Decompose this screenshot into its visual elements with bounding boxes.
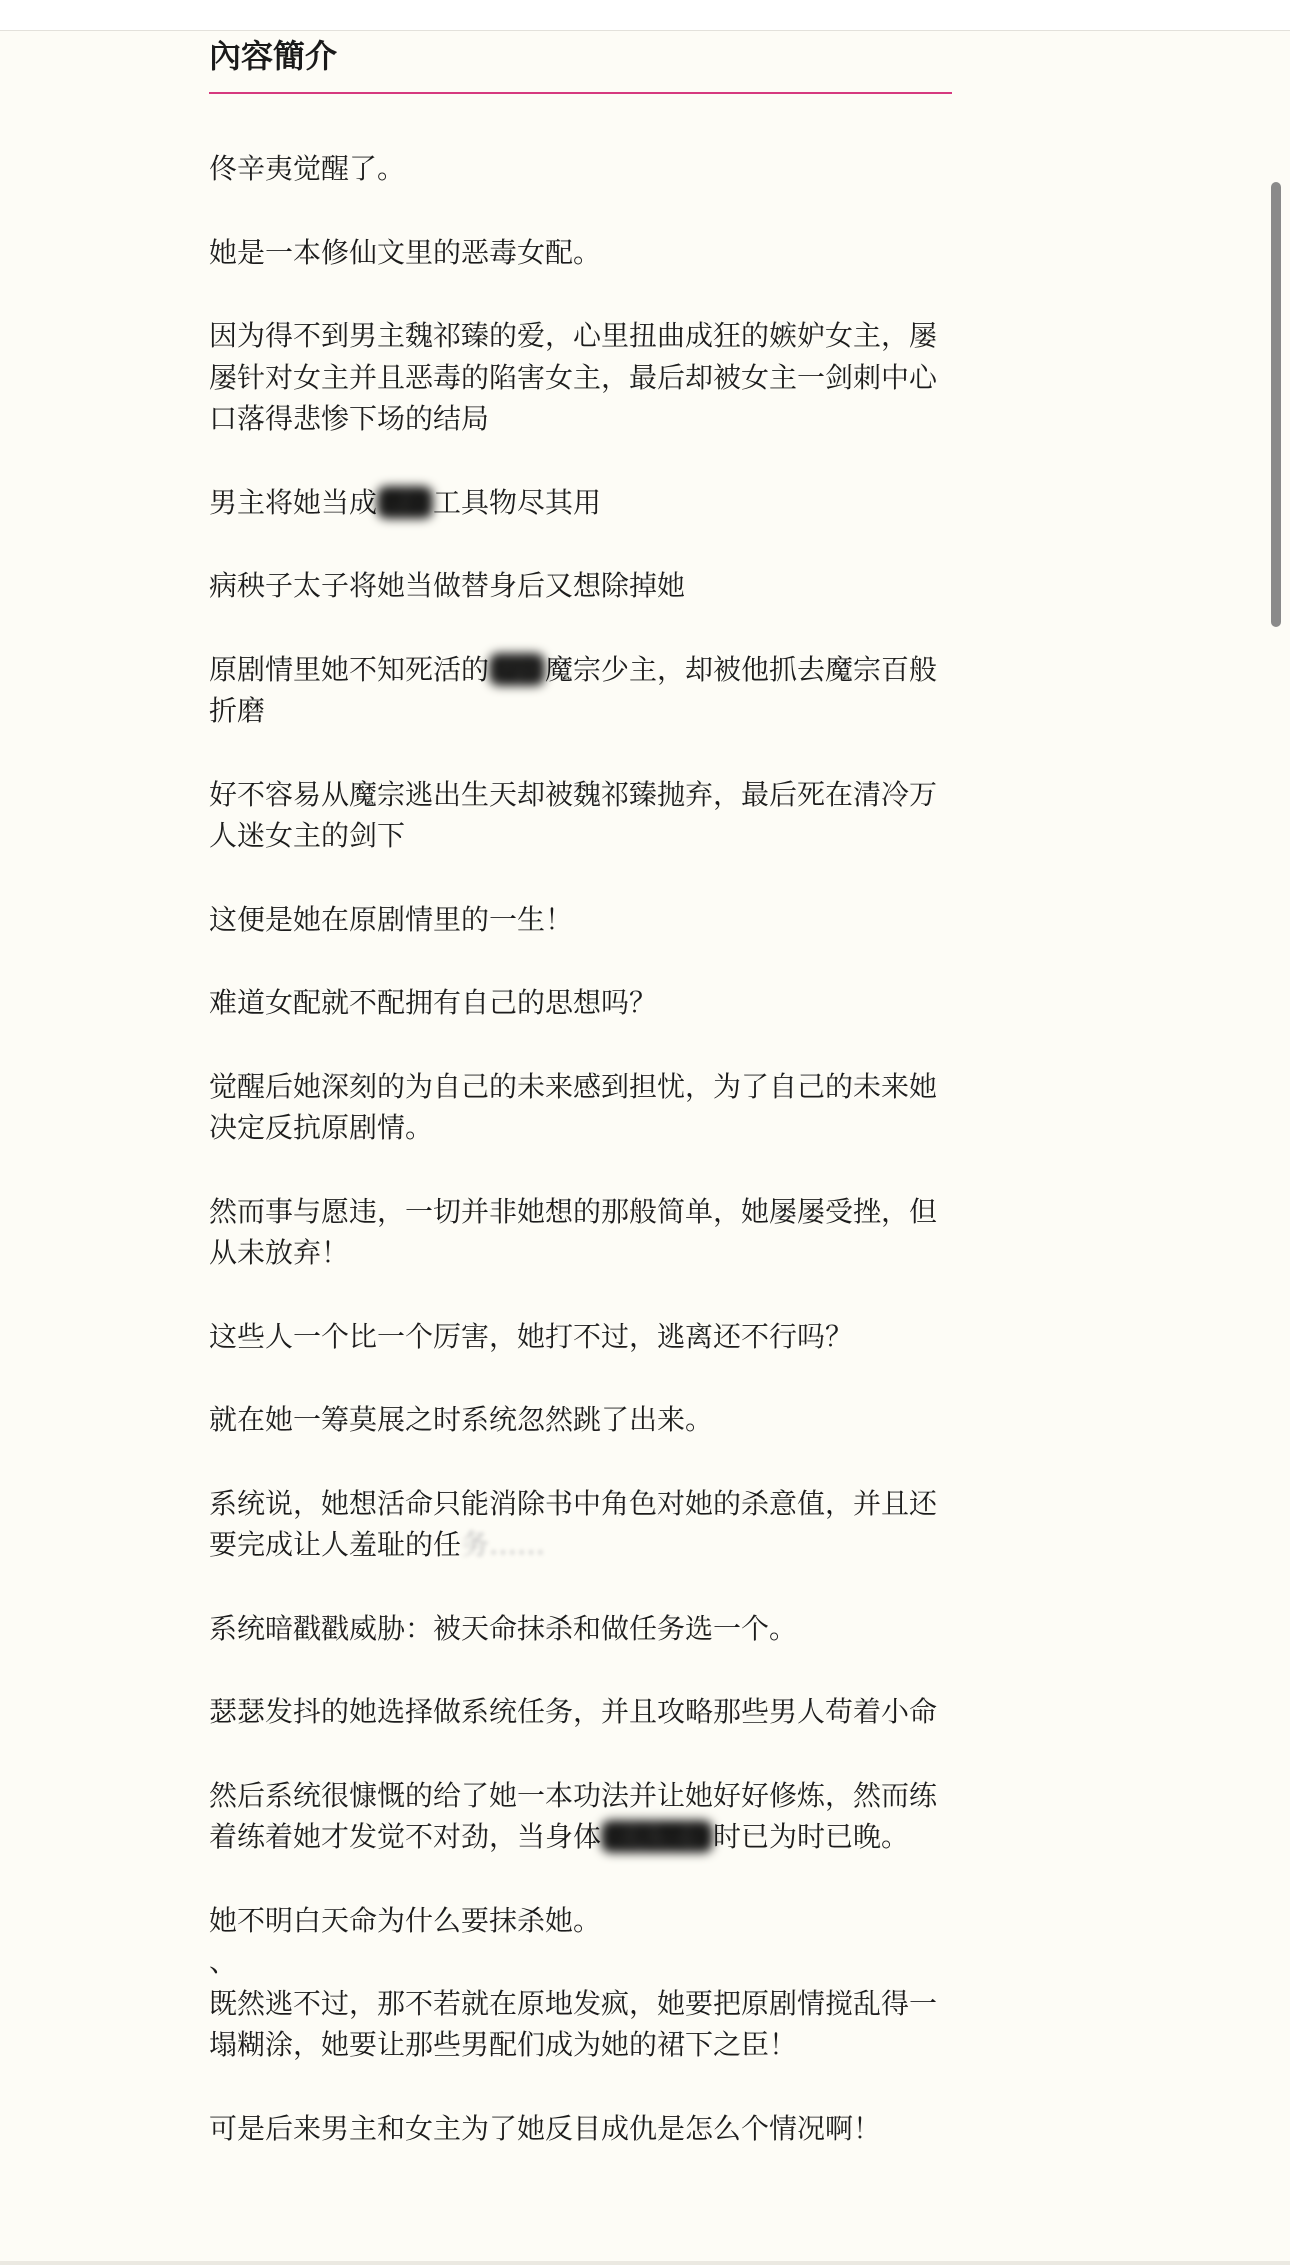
section-header <box>209 30 952 94</box>
paragraph: 可是后来男主和女主为了她反目成仇是怎么个情况啊！ <box>209 2111 882 2145</box>
bottom-edge <box>0 2261 1290 2265</box>
paragraph-text: 男主将她当成 <box>209 485 378 519</box>
scrollbar-thumb[interactable] <box>1271 182 1281 627</box>
redacted-text: 泄欲 <box>377 485 434 519</box>
paragraph: 这便是她在原剧情里的一生！ <box>209 902 574 936</box>
paragraph-text: 然后系统很慷慨的给了她一本功法并让她好好修炼，然而练着练着她才发觉不对劲，当身体 <box>209 1778 938 1853</box>
paragraph: 她是一本修仙文里的恶毒女配。 <box>209 235 602 269</box>
top-toolbar-edge <box>0 0 1290 31</box>
paragraph: 这些人一个比一个厉害，她打不过，逃离还不行吗？ <box>209 1319 854 1353</box>
paragraph: 觉醒后她深刻的为自己的未来感到担忧，为了自己的未来她决定反抗原剧情。 <box>209 1069 938 1144</box>
paragraph <box>209 482 952 524</box>
paragraph-text: 原剧情里她不知死活的 <box>209 652 490 686</box>
paragraph: 既然逃不过，那不若就在原地发疯，她要把原剧情搅乱得一塌糊涂，她要让那些男配们成为她的裙下之臣！ <box>209 1986 938 2061</box>
redacted-text: 勾引 <box>489 652 546 686</box>
paragraph: 系统暗戳戳威胁：被天命抹杀和做任务选一个。 <box>209 1611 798 1645</box>
paragraph: 然而事与愿违，一切并非她想的那般简单，她屡屡受挫，但从未放弃！ <box>209 1194 938 1269</box>
paragraph: 就在她一筹莫展之时系统忽然跳了出来。 <box>209 1403 714 1436</box>
paragraph-text: 工具物尽其用 <box>433 485 602 519</box>
paragraph <box>209 1775 952 1858</box>
paragraph: 瑟瑟发抖的她选择做系统任务，并且攻略那些男人苟着小命 <box>209 1695 938 1728</box>
paragraph: 病秧子太子将她当做替身后又想除掉她 <box>209 569 686 602</box>
paragraph: 难道女配就不配拥有自己的思想吗？ <box>209 986 658 1019</box>
synopsis-body <box>209 94 952 2149</box>
paragraph <box>209 649 952 732</box>
paragraph: 好不容易从魔宗逃出生天却被魏祁臻抛弃，最后死在清冷万人迷女主的剑下 <box>209 777 938 852</box>
synopsis-section <box>209 30 952 2191</box>
paragraph-text: 时已为时已晚。 <box>713 1820 910 1853</box>
redacted-text: 欲火焚身 <box>601 1820 714 1853</box>
paragraph: 她不明白天命为什么要抹杀她。 <box>209 1903 602 1937</box>
faded-text: 务…… <box>461 1528 546 1561</box>
paragraph-text: 魔宗少主，却被他抓去魔宗百般折磨 <box>209 652 938 727</box>
paragraph <box>209 1483 952 1566</box>
paragraph: 因为得不到男主魏祁臻的爱，心里扭曲成狂的嫉妒女主，屡屡针对女主并且恶毒的陷害女主，最后却被女主一剑刺中心口落得悲惨下场的结局 <box>209 319 938 435</box>
section-title: 內容簡介 <box>209 37 338 75</box>
paragraph-text: 系统说，她想活命只能消除书中角色对她的杀意值，并且还要完成让人羞耻的任 <box>209 1486 938 1561</box>
stray-mark: 、 <box>209 1945 238 1978</box>
paragraph: 佟辛夷觉醒了。 <box>209 152 406 185</box>
